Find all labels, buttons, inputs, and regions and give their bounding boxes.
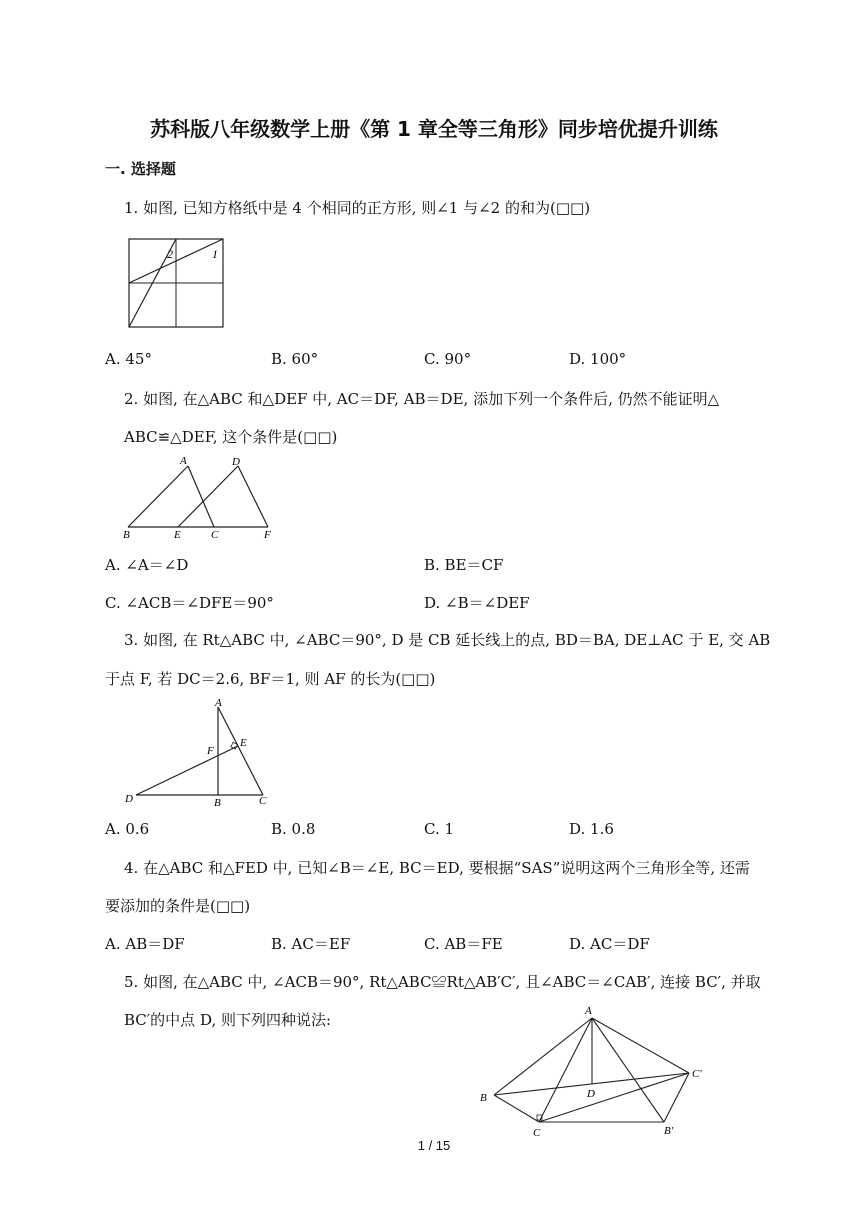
option-a[interactable]: A. ∠A＝∠D	[105, 556, 189, 574]
vertex-label: F	[264, 529, 271, 541]
option-b[interactable]: B. 60°	[271, 350, 319, 368]
option-c[interactable]: C. ∠ACB＝∠DFE＝90°	[105, 594, 274, 612]
question-1-text: 1. 如图, 已知方格纸中是 4 个相同的正方形, 则∠1 与∠2 的和为(□□)	[124, 199, 591, 217]
question-3-figure	[118, 695, 278, 810]
question-4-text: 4. 在△ABC 和△FED 中, 已知∠B＝∠E, BC＝ED, 要根据“SAS”说明这两个三角形全等, 还需	[124, 859, 750, 877]
angle-label: 2	[167, 247, 173, 261]
vertex-label: C′	[692, 1068, 702, 1080]
vertex-label: E	[174, 529, 181, 541]
option-b[interactable]: B. AC＝EF	[271, 935, 351, 953]
vertex-label: D	[232, 456, 240, 468]
vertex-label: D	[587, 1088, 595, 1100]
question-3-text-cont: 于点 F, 若 DC＝2.6, BF＝1, 则 AF 的长为(□□)	[105, 670, 436, 688]
option-c[interactable]: C. 90°	[424, 350, 472, 368]
page-number: 1 / 15	[417, 1138, 451, 1153]
section-heading: 一. 选择题	[105, 160, 176, 178]
question-3-text: 3. 如图, 在 Rt△ABC 中, ∠ABC＝90°, D 是 CB 延长线上的点, BD＝BA, DE⊥AC 于 E, 交 AB	[124, 631, 771, 649]
vertex-label: C	[211, 529, 219, 541]
vertex-label: A	[215, 697, 222, 709]
option-a[interactable]: A. 0.6	[105, 820, 150, 838]
option-d[interactable]: D. AC＝DF	[569, 935, 650, 953]
question-2-text: 2. 如图, 在△ABC 和△DEF 中, AC＝DF, AB＝DE, 添加下列一个条件后, 仍然不能证明△	[124, 390, 720, 408]
vertex-label: B	[480, 1092, 487, 1104]
vertex-label: A	[180, 455, 187, 467]
vertex-label: D	[125, 793, 133, 805]
option-b[interactable]: B. 0.8	[271, 820, 316, 838]
question-5-figure	[474, 1000, 714, 1142]
option-d[interactable]: D. ∠B＝∠DEF	[424, 594, 530, 612]
option-a[interactable]: A. AB＝DF	[105, 935, 185, 953]
question-4-text-cont: 要添加的条件是(□□)	[105, 897, 251, 915]
vertex-label: A	[585, 1005, 592, 1017]
angle-label: 1	[212, 247, 218, 261]
vertex-label: B	[123, 529, 130, 541]
vertex-label: B	[214, 797, 221, 809]
option-c[interactable]: C. AB＝FE	[424, 935, 503, 953]
option-d[interactable]: D. 100°	[569, 350, 627, 368]
option-a[interactable]: A. 45°	[105, 350, 152, 368]
vertex-label: C	[259, 795, 267, 807]
option-b[interactable]: B. BE＝CF	[424, 556, 504, 574]
page-title: 苏科版八年级数学上册《第 1 章全等三角形》同步培优提升训练	[150, 117, 718, 141]
question-2-text-cont: ABC≌△DEF, 这个条件是(□□)	[124, 428, 338, 446]
option-c[interactable]: C. 1	[424, 820, 455, 838]
vertex-label: F	[207, 745, 214, 757]
option-d[interactable]: D. 1.6	[569, 820, 614, 838]
question-5-text-cont: BC′的中点 D, 则下列四种说法:	[124, 1011, 332, 1029]
vertex-label: E	[240, 737, 247, 749]
vertex-label: B′	[664, 1125, 674, 1137]
question-2-figure	[118, 452, 278, 542]
vertex-label: C	[533, 1127, 541, 1139]
question-5-text: 5. 如图, 在△ABC 中, ∠ACB＝90°, Rt△ABC≌Rt△AB′C′, 且∠ABC＝∠CAB′, 连接 BC′, 并取	[124, 973, 761, 991]
question-1-figure	[124, 234, 228, 330]
